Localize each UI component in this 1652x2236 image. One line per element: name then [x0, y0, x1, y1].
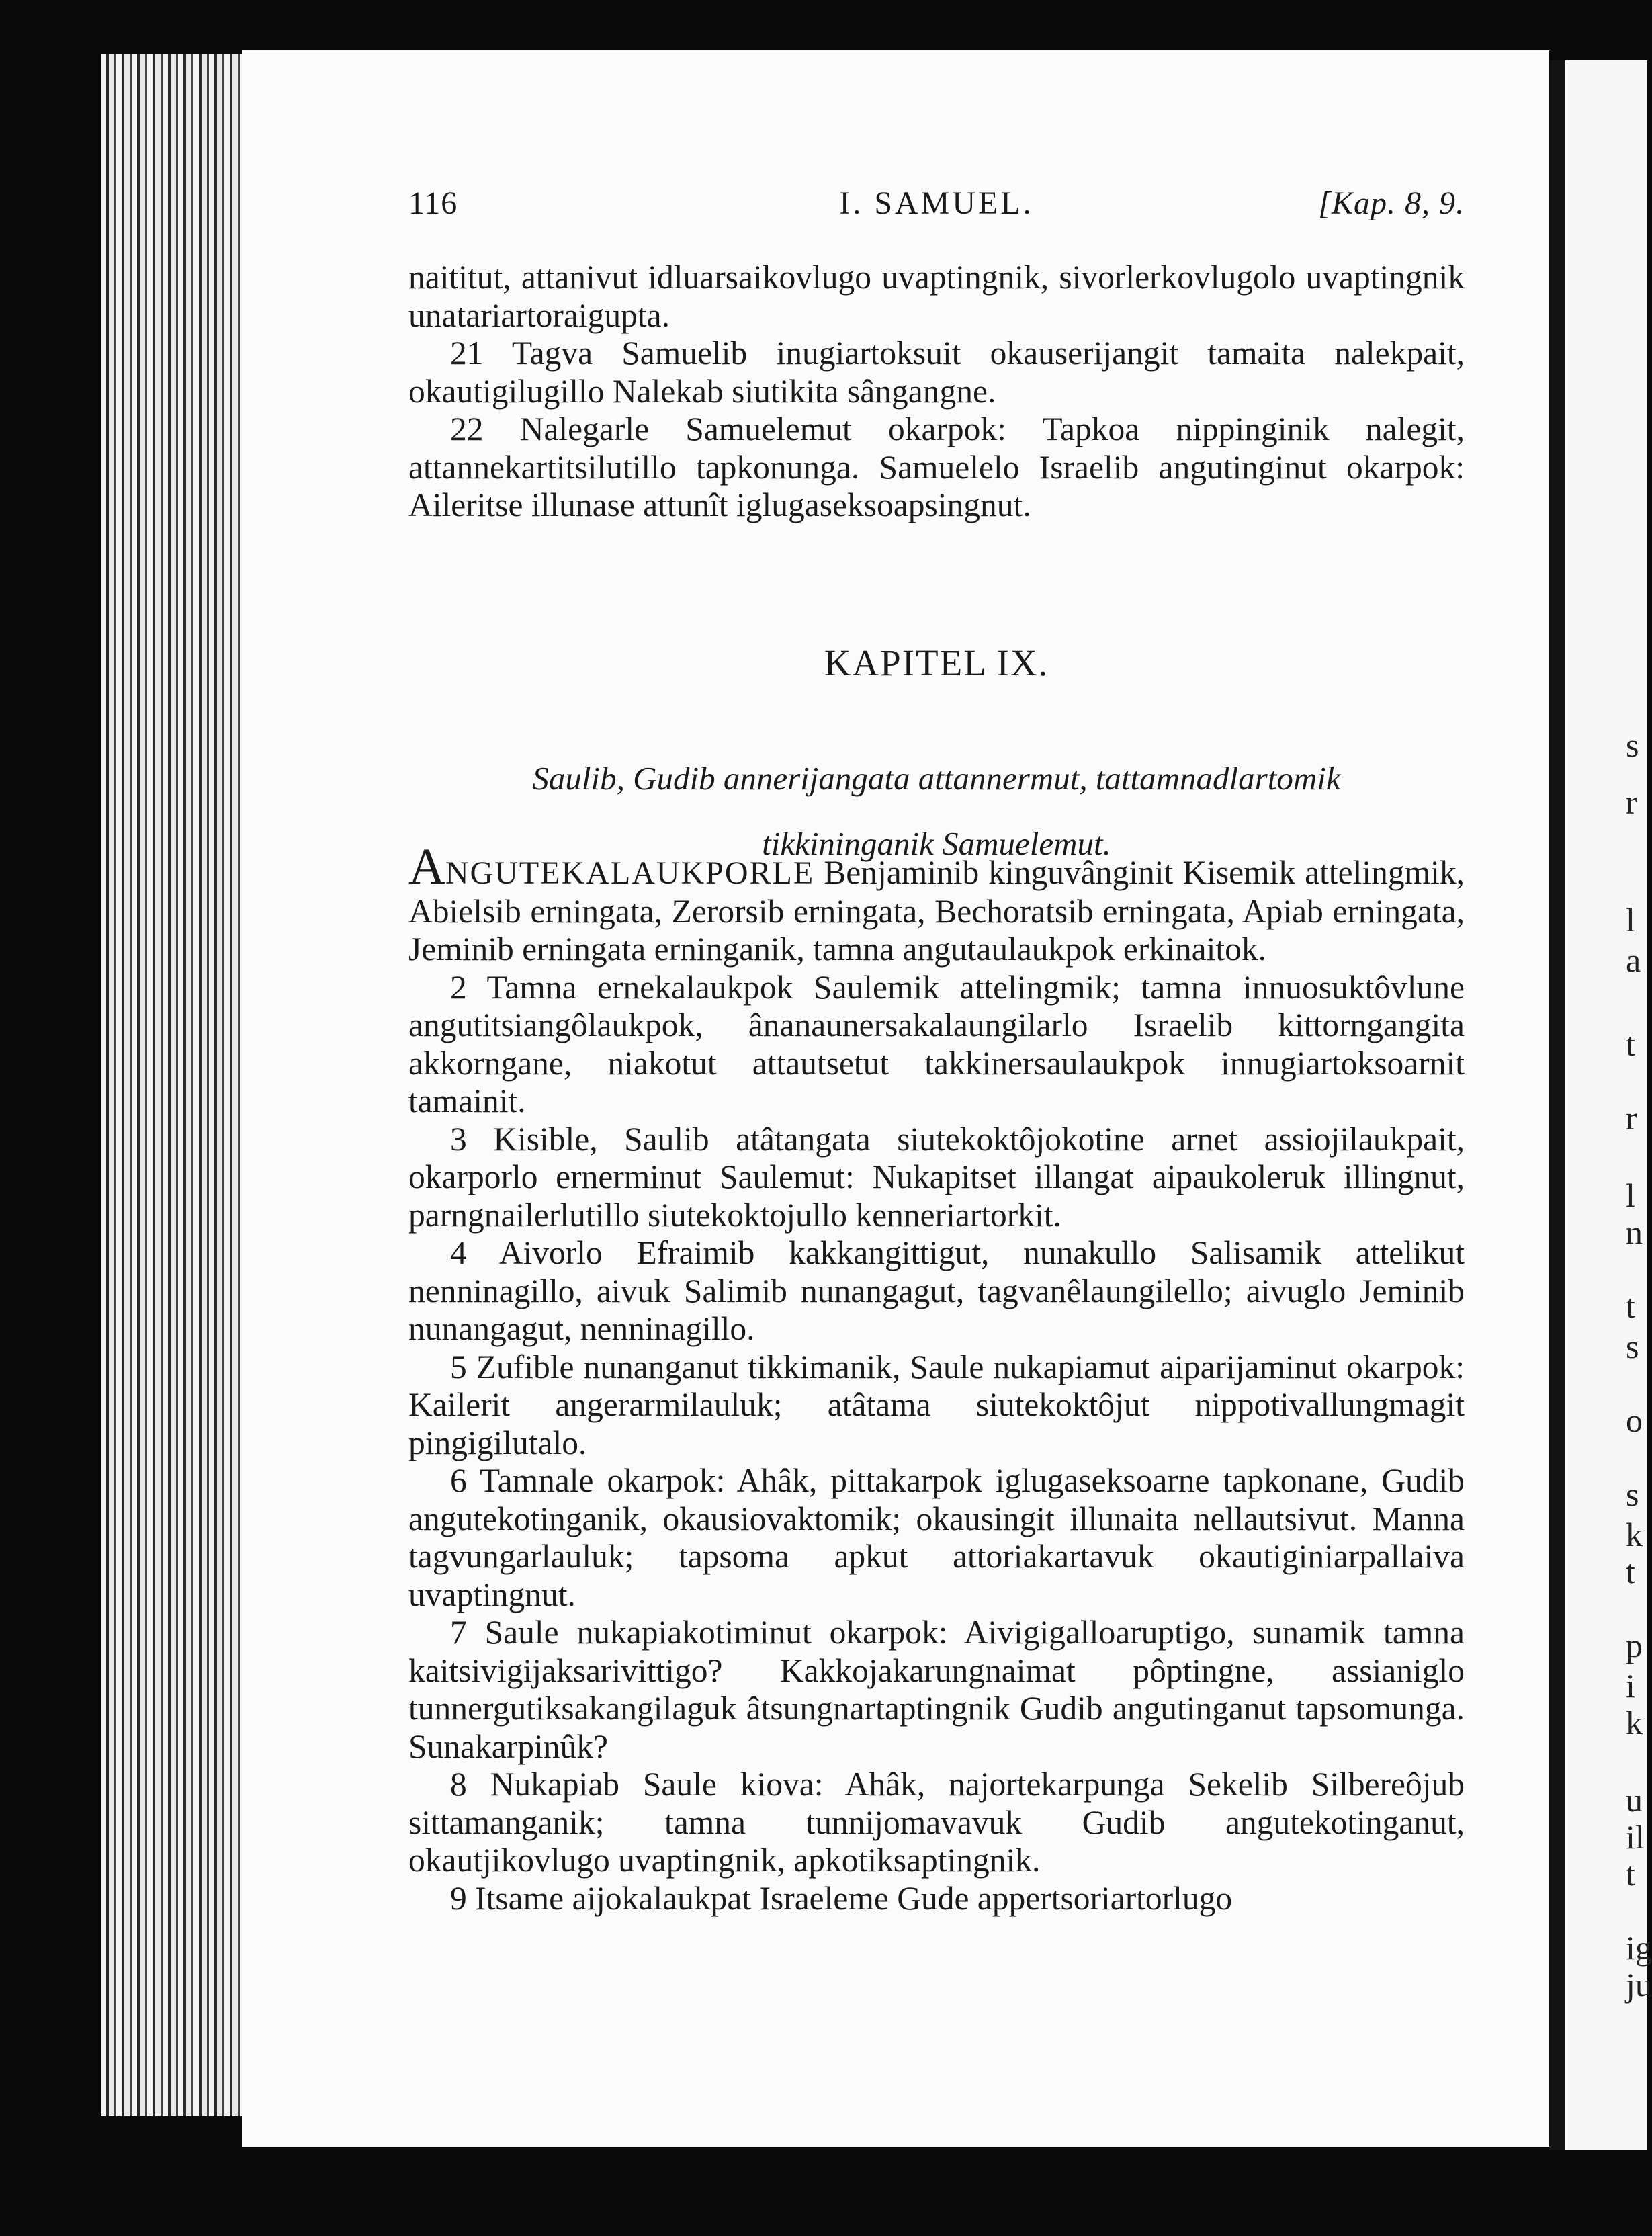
facing-page-fragment: il	[1626, 1818, 1645, 1856]
facing-page-fragment: l	[1626, 1176, 1635, 1214]
facing-page-fragment: r	[1626, 1099, 1637, 1137]
verse-8: 8 Nukapiab Saule kiova: Ahâk, najortekarpunga Sekelib Silbereôjub sittamanganik; tamna tunnijomavavuk Gudib angutekotinganut, okautjikovlugo uvaptingnik, apkotiksaptingnik.	[408, 1766, 1465, 1879]
verse-4: 4 Aivorlo Efraimib kakkangittigut, nunakullo Salisamik attelikut nenninagillo, aivuk Salimib nunangagut, tagvanêlaungilello; aivuglo Jeminib nunangagut, nenninagillo.	[408, 1234, 1465, 1347]
facing-page-fragment: u	[1626, 1781, 1643, 1819]
facing-page-fragment: s	[1626, 1475, 1639, 1513]
facing-page-fragment: k	[1626, 1516, 1643, 1553]
facing-page-fragment: o	[1626, 1402, 1643, 1439]
verse-3: 3 Kisible, Saulib atâtangata siutekoktôjokotine arnet assiojilaukpait, okarporlo ernerminut Saulemut: Nukapitset illangat aipaukoleruk illingnut, parngnailerlutillo siutekoktojullo kenneriartorkit.	[408, 1120, 1465, 1234]
verse-6: 6 Tamnale okarpok: Ahâk, pittakarpok iglugaseksoarne tapkonane, Gudib angutekotinganik, okausiovaktomik; okausingit illunaita nellautsivut. Manna tagvungarlauluk; tapsoma apkut attoriakartavuk okautiginiarpallaiva uvaptingnut.	[408, 1462, 1465, 1613]
book-page	[242, 50, 1549, 2147]
continuation-paragraph: naititut, attanivut idluarsaikovlugo uvaptingnik, sivorlerkovlugolo uvaptingnik unatariartoraigupta.	[408, 259, 1465, 334]
chapter-8-ending	[408, 259, 1465, 525]
drop-cap: A	[408, 838, 445, 895]
facing-page-fragment: t	[1626, 1553, 1635, 1590]
facing-page-fragment: t	[1626, 1855, 1635, 1893]
summary-line-2: tikkininganik Samuelemut.	[762, 825, 1111, 862]
opening-word: NGUTEKALAUKPORLE	[445, 855, 815, 891]
book-binding-edge	[101, 54, 245, 2116]
facing-page-fragment: p	[1626, 1627, 1643, 1664]
facing-page-fragment: r	[1626, 783, 1637, 821]
chapter-reference: [Kap. 8, 9.	[1318, 185, 1465, 221]
chapter-heading: KAPITEL IX.	[824, 642, 1049, 683]
facing-page-fragment: i	[1626, 1667, 1635, 1705]
page-gutter	[1549, 60, 1565, 2150]
verse-5: 5 Zufible nunanganut tikkimanik, Saule nukapiamut aiparijaminut okarpok: Kailerit angerarmilauluk; atâtama siutekoktôjut nippotivallungmagit pingigilutalo.	[408, 1348, 1465, 1461]
facing-page-fragment: a	[1626, 941, 1641, 979]
verse-22: 22 Nalegarle Samuelemut okarpok: Tapkoa nippinginik nalegit, attannekartitsilutillo tapkonunga. Samuelelo Israelib angutinginut okarpok: Aileritse illunase attunît iglugaseksoapsingnut.	[408, 411, 1465, 523]
facing-page-fragment: k	[1626, 1704, 1643, 1742]
page-number: 116	[408, 185, 458, 221]
verse-1-text: Benjaminib kinguvânginit Kisemik attelingmik, Abielsib erningata, Zerorsib erningata, Bechoratsib erningata, Apiab erningata, Jeminib erningata erninganik, tamna angutaulaukpok erkinaitok.	[408, 854, 1465, 968]
book-title: I. SAMUEL.	[839, 185, 1034, 221]
facing-page-fragment: s	[1626, 1328, 1639, 1365]
verse-2: 2 Tamna ernekalaukpok Saulemik attelingmik; tamna innuosuktôvlune angutitsiangôlaukpok, ânanaunersakalaungilarlo Israelib kittorngangita akkorngane, niakotut attautsetut takkinersaulaukpok innugiartoksoarnit tamainit.	[408, 968, 1465, 1119]
facing-page-fragment: ig	[1626, 1929, 1652, 1967]
verse-7: 7 Saule nukapiakotiminut okarpok: Aivigigalloaruptigo, sunamik tamna kaitsivigijaksarivittigo? Kakkojakarungnaimat pôptingne, assianiglo tunnergutiksakangilaguk âtsungnartaptingnik Gudib angutinganut tapsomunga. Sunakarpinûk?	[408, 1614, 1465, 1765]
facing-page-fragment: s	[1626, 726, 1639, 764]
summary-line-1: Saulib, Gudib annerijangata attannermut, tattamnadlartomik	[532, 760, 1341, 797]
verse-9: 9 Itsame aijokalaukpat Israeleme Gude appertsoriartorlugo	[450, 1879, 1233, 1917]
facing-page-fragment: n	[1626, 1213, 1643, 1251]
verse-21: 21 Tagva Samuelib inugiartoksuit okauserijangit tamaita nalekpait, okautigilugillo Nalekab siutikita sângangne.	[408, 335, 1465, 410]
facing-page-fragment: t	[1626, 1287, 1635, 1325]
facing-page-fragment: t	[1626, 1025, 1635, 1063]
facing-page-fragment: ju	[1626, 1966, 1652, 2004]
facing-page-fragment: l	[1626, 901, 1635, 939]
